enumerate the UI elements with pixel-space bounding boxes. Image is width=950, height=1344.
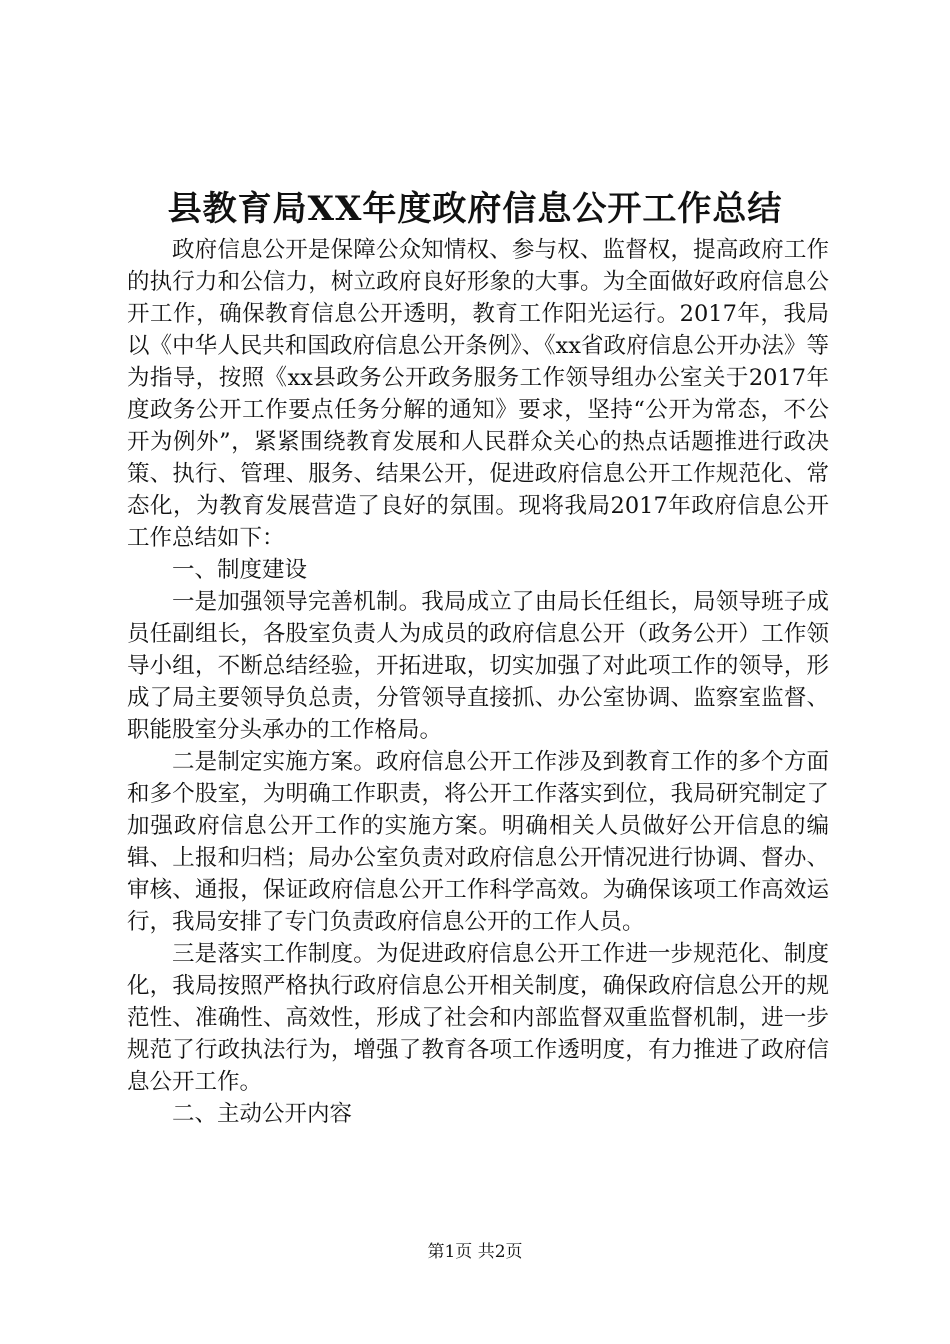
section-heading-proactive-disclosure: 二、主动公开内容 (172, 1101, 353, 1127)
document-body (127, 234, 829, 1130)
page-number-footer: 第1页 共2页 (427, 1242, 523, 1262)
intro-paragraph: 政府信息公开是保障公众知情权、参与权、监督权，提高政府工作的执行力和公信力，树立政府良好形象的大事。为全面做好政府信息公开工作，确保教育信息公开透明，教育工作阳光运行。2017年，我局以《中华人民共和国政府信息公开条例》、《xx省政府信息公开办法》等为指导，按照《xx县政务公开政务服务工作领导组办公室关于2017年度政务公开工作要点任务分解的通知》要求，坚持“公开为常态，不公开为例外”，紧紧围绕教育发展和人民群众关心的热点话题推进行政决策、执行、管理、服务、结果公开，促进政府信息公开工作规范化、常态化，为教育发展营造了良好的氛围。现将我局2017年政府信息公开工作总结如下： (127, 237, 829, 551)
paragraph-implementation-plan: 二是制定实施方案。政府信息公开工作涉及到教育工作的多个方面和多个股室，为明确工作职责，将公开工作落实到位，我局研究制定了加强政府信息公开工作的实施方案。明确相关人员做好公开信息的编辑、上报和归档；局办公室负责对政府信息公开情况进行协调、督办、审核、通报，保证政府信息公开工作科学高效。为确保该项工作高效运行，我局安排了专门负责政府信息公开的工作人员。 (127, 749, 829, 935)
document-title: 县教育局XX年度政府信息公开工作总结 (167, 189, 783, 229)
section-heading-system-building: 一、制度建设 (172, 557, 308, 583)
paragraph-leadership: 一是加强领导完善机制。我局成立了由局长任组长，局领导班子成员任副组长，各股室负责人为成员的政府信息公开（政务公开）工作领导小组，不断总结经验，开拓进取，切实加强了对此项工作的领导，形成了局主要领导负总责，分管领导直接抓、办公室协调、监察室监督、职能股室分头承办的工作格局。 (127, 589, 829, 743)
paragraph-work-system: 三是落实工作制度。为促进政府信息公开工作进一步规范化、制度化，我局按照严格执行政府信息公开相关制度，确保政府信息公开的规范性、准确性、高效性，形成了社会和内部监督双重监督机制，进一步规范了行政执法行为，增强了教育各项工作透明度，有力推进了政府信息公开工作。 (127, 941, 829, 1095)
